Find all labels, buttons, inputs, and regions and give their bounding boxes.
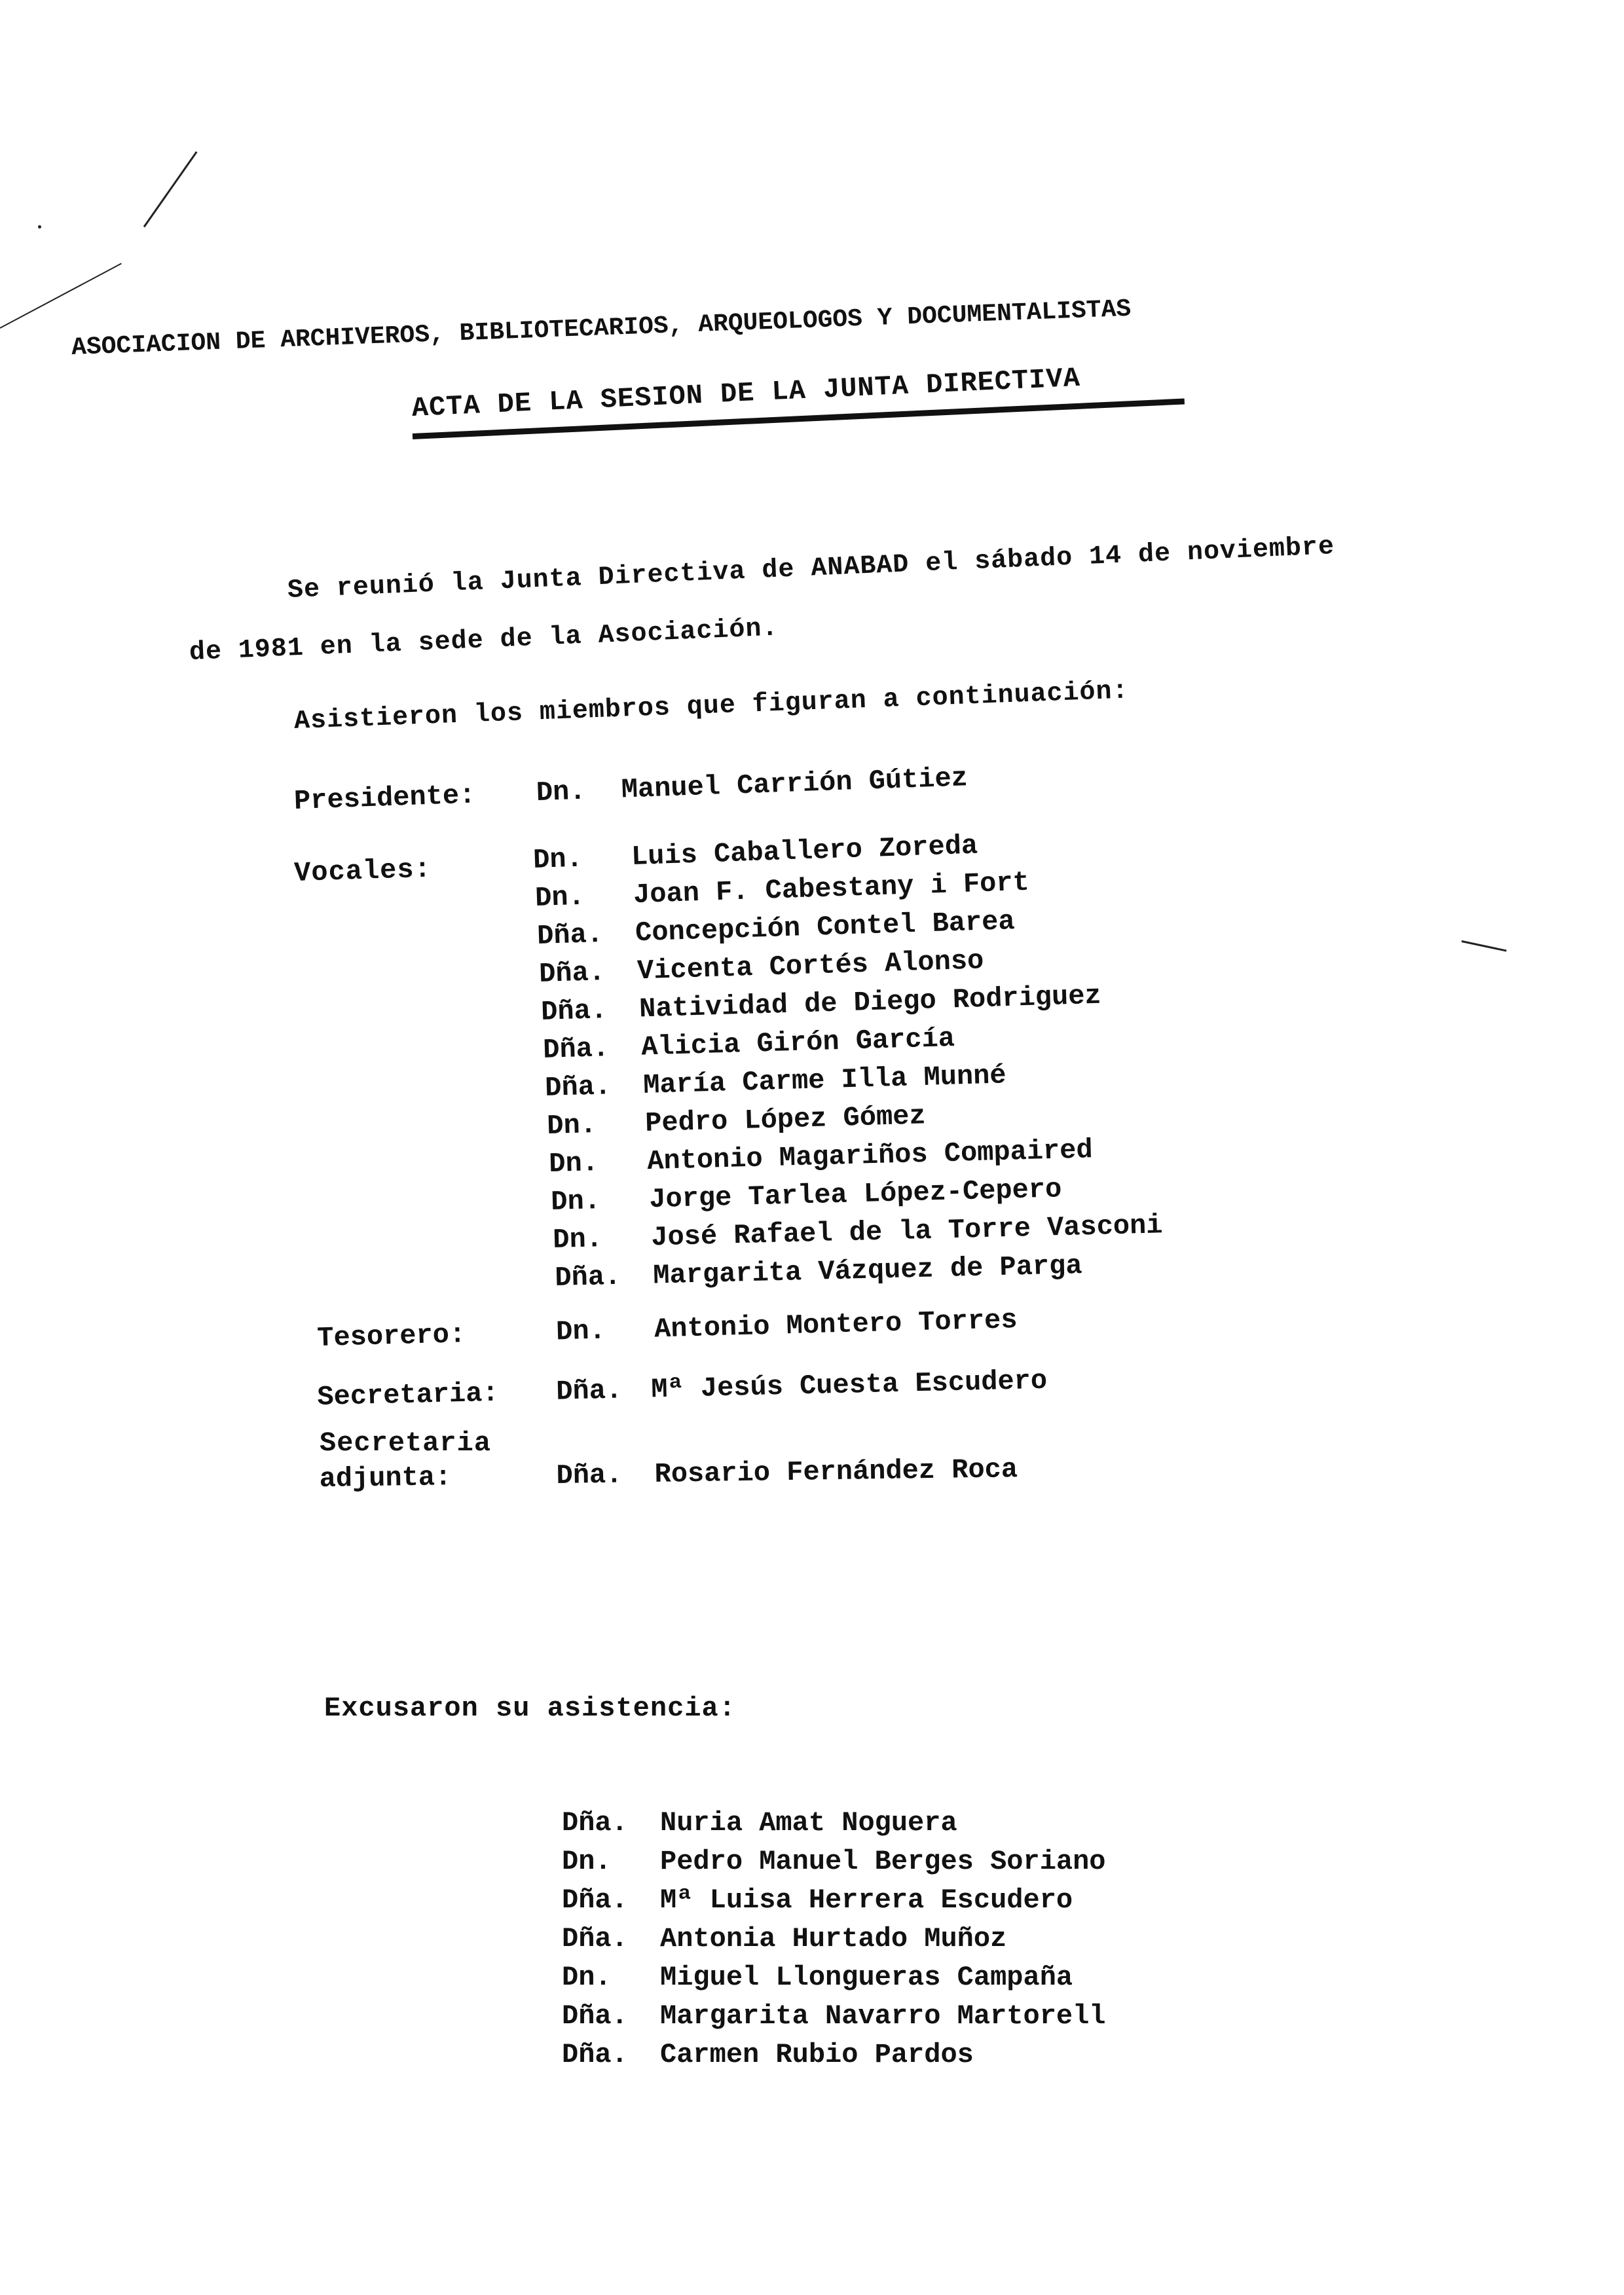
excused-member-row bbox=[562, 1846, 1106, 1877]
excused-member-row bbox=[562, 1923, 1006, 1955]
role-label: Presidente: bbox=[293, 779, 477, 817]
document-title: ACTA DE LA SESION DE LA JUNTA DIRECTIVA bbox=[411, 362, 1081, 424]
member-name: Pedro López Gómez bbox=[644, 1100, 927, 1139]
member-name: Antonia Hurtado Muñoz bbox=[660, 1923, 1007, 1955]
role-label: adjunta: bbox=[319, 1461, 452, 1495]
honorific: Dn. bbox=[546, 1109, 597, 1142]
vocal-row bbox=[532, 830, 978, 876]
presidente-row bbox=[293, 762, 968, 817]
member-name: Natividad de Diego Rodriguez bbox=[638, 980, 1102, 1025]
member-name: Antonio Magariños Compaired bbox=[646, 1134, 1094, 1178]
secretaria-adjunta-row bbox=[319, 1454, 1018, 1495]
intro-line-1: Se reunió la Junta Directiva de ANABAD el sábado 14 de noviembre bbox=[287, 532, 1335, 606]
honorific: Dn. bbox=[562, 1846, 612, 1877]
member-name: Miguel Llongueras Campaña bbox=[660, 1962, 1073, 1993]
member-name: Jorge Tarlea López-Cepero bbox=[648, 1173, 1062, 1216]
vocales-label: Vocales: bbox=[293, 853, 432, 889]
honorific: Dña. bbox=[538, 956, 606, 990]
honorific: Dn. bbox=[552, 1223, 603, 1256]
honorific: Dña. bbox=[562, 1923, 628, 1955]
honorific: Dn. bbox=[550, 1185, 601, 1218]
honorific: Dn. bbox=[555, 1315, 606, 1348]
member-name: Vicenta Cortés Alonso bbox=[637, 945, 984, 987]
honorific: Dña. bbox=[555, 1374, 623, 1408]
attendees-heading: Asistieron los miembros que figuran a continuación: bbox=[293, 676, 1130, 737]
honorific: Dn. bbox=[534, 881, 585, 914]
role-label: Tesorero: bbox=[316, 1319, 466, 1354]
excused-member-row bbox=[562, 1962, 1073, 1993]
member-name: Manuel Carrión Gútiez bbox=[621, 762, 969, 806]
vocal-row bbox=[545, 1059, 1007, 1104]
honorific: Dña. bbox=[556, 1459, 623, 1492]
honorific: Dn. bbox=[532, 843, 583, 876]
pen-dot-mark bbox=[38, 225, 41, 229]
excused-member-row bbox=[562, 2039, 974, 2070]
vocal-row bbox=[536, 906, 1015, 952]
honorific: Dña. bbox=[562, 2000, 628, 2032]
member-name: Mª Jesús Cuesta Escudero bbox=[650, 1365, 1048, 1406]
member-name: Mª Luisa Herrera Escudero bbox=[660, 1884, 1073, 1916]
member-name: Alicia Girón García bbox=[640, 1022, 955, 1063]
member-name: Margarita Navarro Martorell bbox=[660, 2000, 1106, 2032]
vocal-row bbox=[539, 945, 984, 990]
vocal-row bbox=[555, 1250, 1082, 1294]
member-name: Joan F. Cabestany i Fort bbox=[633, 866, 1030, 911]
honorific: Dn. bbox=[536, 775, 587, 809]
intro-line-2: de 1981 en la sede de la Asociación. bbox=[189, 614, 779, 668]
vocal-row bbox=[549, 1134, 1093, 1180]
member-name: Margarita Vázquez de Parga bbox=[652, 1250, 1083, 1292]
member-name: Pedro Manuel Berges Soriano bbox=[660, 1846, 1106, 1877]
vocal-row bbox=[543, 1023, 955, 1066]
pen-stroke-mark bbox=[143, 151, 198, 227]
vocal-row bbox=[547, 1100, 927, 1142]
honorific: Dña. bbox=[542, 1033, 610, 1066]
vocal-row bbox=[551, 1173, 1062, 1218]
honorific: Dña. bbox=[562, 1807, 628, 1839]
organization-heading: ASOCIACION DE ARCHIVEROS, BIBLIOTECARIOS, ARQUEOLOGOS Y DOCUMENTALISTAS bbox=[71, 295, 1132, 362]
member-name: Rosario Fernández Roca bbox=[654, 1454, 1018, 1490]
excused-member-row bbox=[562, 1807, 957, 1839]
member-name: Concepción Contel Barea bbox=[635, 906, 1016, 949]
honorific: Dn. bbox=[562, 1962, 612, 1993]
honorific: Dña. bbox=[562, 2039, 628, 2070]
excused-heading: Excusaron su asistencia: bbox=[324, 1693, 736, 1724]
honorific: Dña. bbox=[544, 1071, 612, 1104]
excused-member-row bbox=[562, 2000, 1106, 2032]
secretaria-row bbox=[317, 1365, 1048, 1413]
role-label: Secretaria: bbox=[316, 1377, 500, 1413]
member-name: María Carme Illa Munné bbox=[642, 1059, 1007, 1101]
member-name: José Rafael de la Torre Vasconi bbox=[650, 1209, 1164, 1254]
pen-stroke-mark bbox=[0, 263, 122, 329]
honorific: Dña. bbox=[562, 1884, 628, 1916]
honorific: Dña. bbox=[536, 918, 604, 952]
honorific: Dña. bbox=[554, 1260, 621, 1294]
tesorero-row bbox=[317, 1304, 1018, 1354]
secretaria-adjunta-label-line1: Secretaria bbox=[320, 1427, 492, 1459]
member-name: Luis Caballero Zoreda bbox=[631, 830, 978, 873]
member-name: Antonio Montero Torres bbox=[654, 1304, 1018, 1346]
vocal-row bbox=[553, 1209, 1163, 1256]
honorific: Dña. bbox=[540, 995, 608, 1028]
excused-member-row bbox=[562, 1884, 1073, 1916]
member-name: Nuria Amat Noguera bbox=[660, 1807, 957, 1839]
honorific: Dn. bbox=[548, 1147, 599, 1180]
pen-stroke-mark bbox=[1462, 940, 1507, 951]
member-name: Carmen Rubio Pardos bbox=[660, 2039, 974, 2070]
